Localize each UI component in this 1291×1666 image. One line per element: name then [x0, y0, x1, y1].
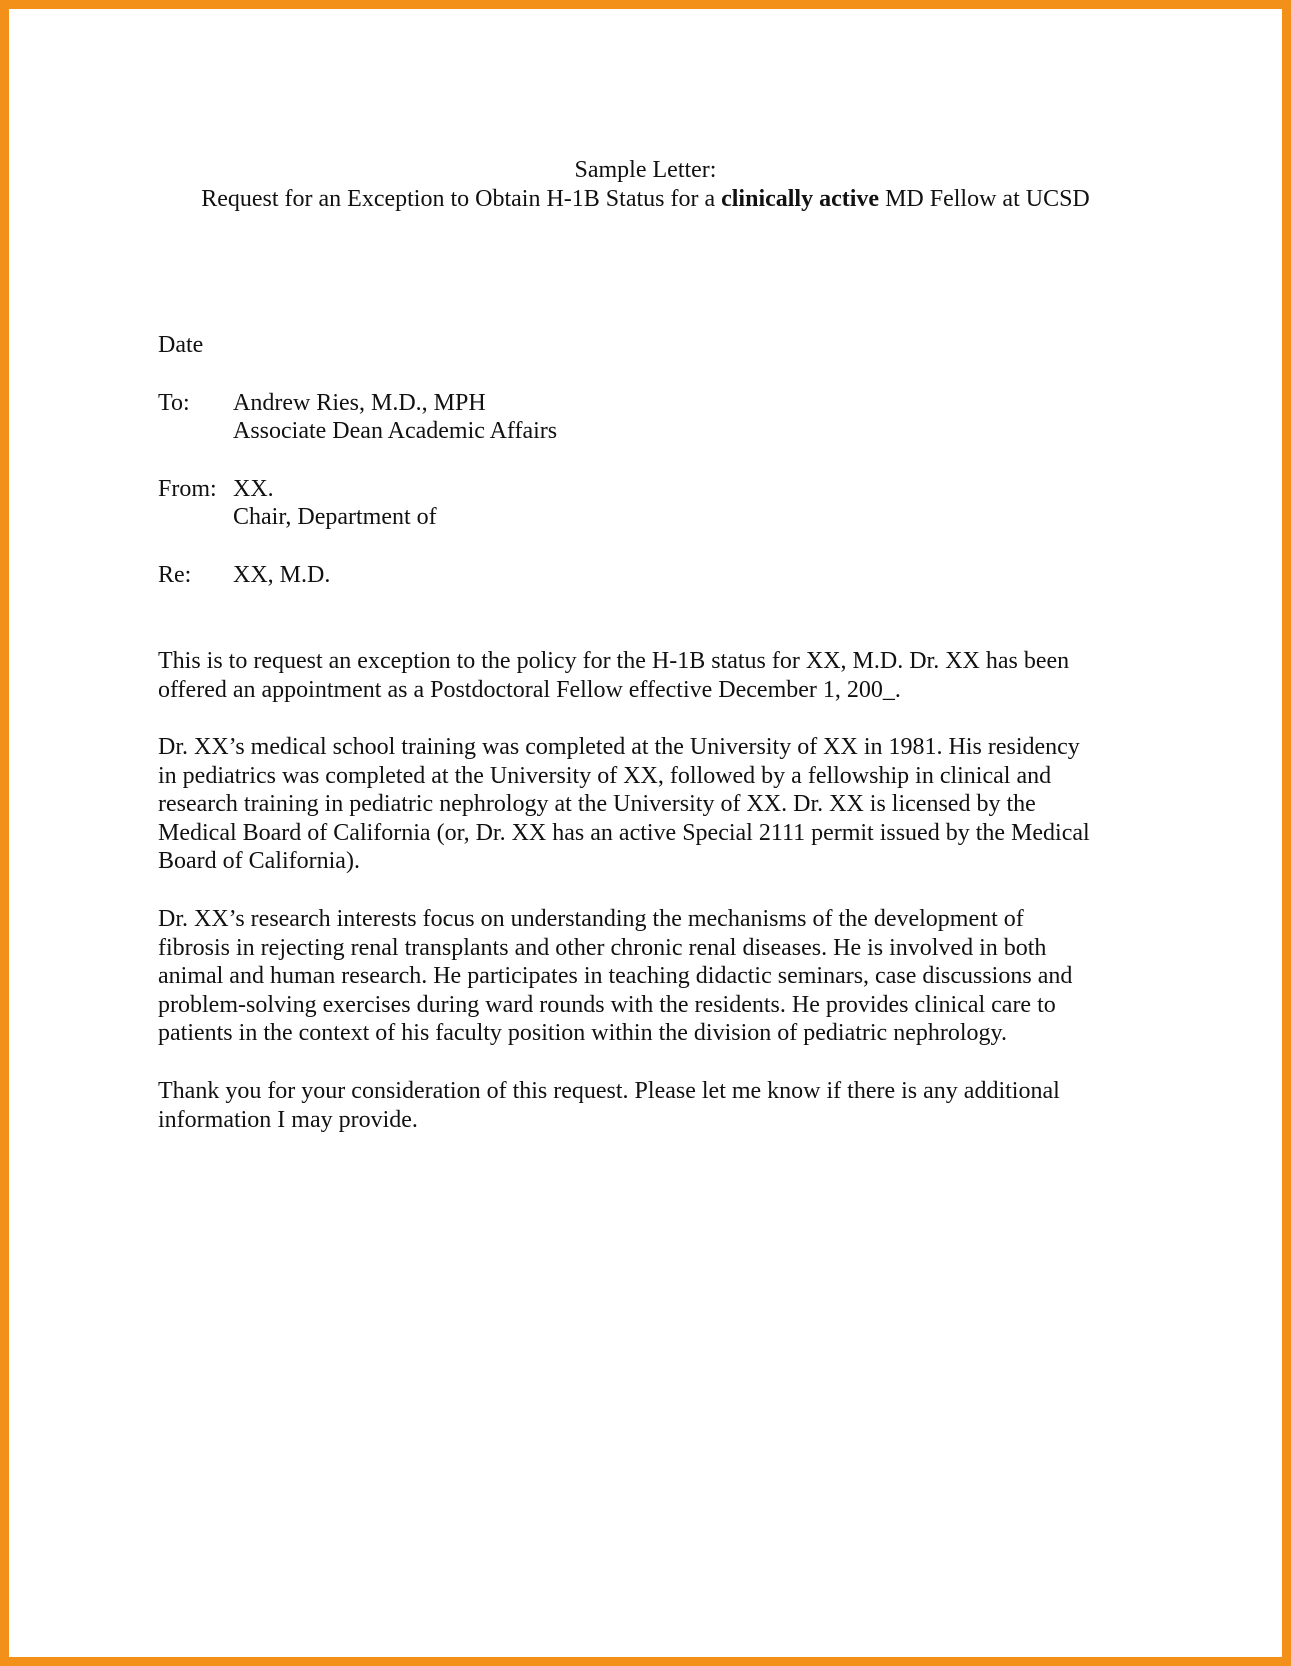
- heading-line-2-prefix: Request for an Exception to Obtain H-1B Status for a: [201, 186, 722, 212]
- date-label: Date: [158, 332, 204, 358]
- paragraph-2: [158, 733, 1148, 876]
- letter-heading: [0, 156, 1291, 214]
- paragraph-1: [158, 647, 1148, 704]
- paragraph-line: offered an appointment as a Postdoctoral Fellow effective December 1, 200_.: [158, 676, 901, 703]
- re-subject: XX, M.D.: [233, 562, 331, 588]
- paragraph-line: problem-solving exercises during ward rounds with the residents. He provides clinical care to: [158, 991, 1056, 1018]
- to-line-1: Andrew Ries, M.D., MPH: [233, 390, 486, 416]
- paragraph-3: [158, 905, 1148, 1048]
- paragraph-line: Medical Board of California (or, Dr. XX has an active Special 2111 permit issued by the Medical: [158, 819, 1090, 846]
- paragraph-line: Board of California).: [158, 848, 360, 875]
- paragraph-line: Dr. XX’s medical school training was completed at the University of XX in 1981. His residency: [158, 734, 1080, 760]
- paragraph-4: [158, 1077, 1148, 1134]
- from-sender: [233, 475, 437, 531]
- paragraph-line: This is to request an exception to the policy for the H-1B status for XX, M.D. Dr. XX has been: [158, 648, 1070, 674]
- heading-line-2: [0, 185, 1291, 214]
- paragraph-line: Dr. XX’s research interests focus on understanding the mechanisms of the development of: [158, 906, 1024, 932]
- paragraph-line: animal and human research. He participates in teaching didactic seminars, case discussions and: [158, 963, 1073, 990]
- paragraph-line: research training in pediatric nephrology at the University of XX. Dr. XX is licensed by the: [158, 791, 1036, 818]
- paragraph-line: information I may provide.: [158, 1106, 418, 1133]
- paragraph-line: fibrosis in rejecting renal transplants and other chronic renal diseases. He is involved in both: [158, 934, 1047, 961]
- from-line-1: XX.: [233, 476, 274, 502]
- from-label: From:: [158, 476, 217, 502]
- paragraph-line: patients in the context of his faculty position within the division of pediatric nephrology.: [158, 1020, 1007, 1047]
- heading-line-2-bold: clinically active: [721, 186, 880, 212]
- to-line-2: Associate Dean Academic Affairs: [233, 418, 558, 444]
- paragraph-line: in pediatrics was completed at the University of XX, followed by a fellowship in clinical and: [158, 762, 1052, 789]
- to-label: To:: [158, 390, 190, 416]
- heading-line-1: Sample Letter:: [574, 157, 717, 183]
- paragraph-line: Thank you for your consideration of this request. Please let me know if there is any additional: [158, 1078, 1060, 1104]
- re-label: Re:: [158, 562, 192, 588]
- to-recipient: [233, 389, 557, 445]
- from-line-2: Chair, Department of: [233, 504, 437, 530]
- heading-line-2-suffix: MD Fellow at UCSD: [879, 186, 1090, 212]
